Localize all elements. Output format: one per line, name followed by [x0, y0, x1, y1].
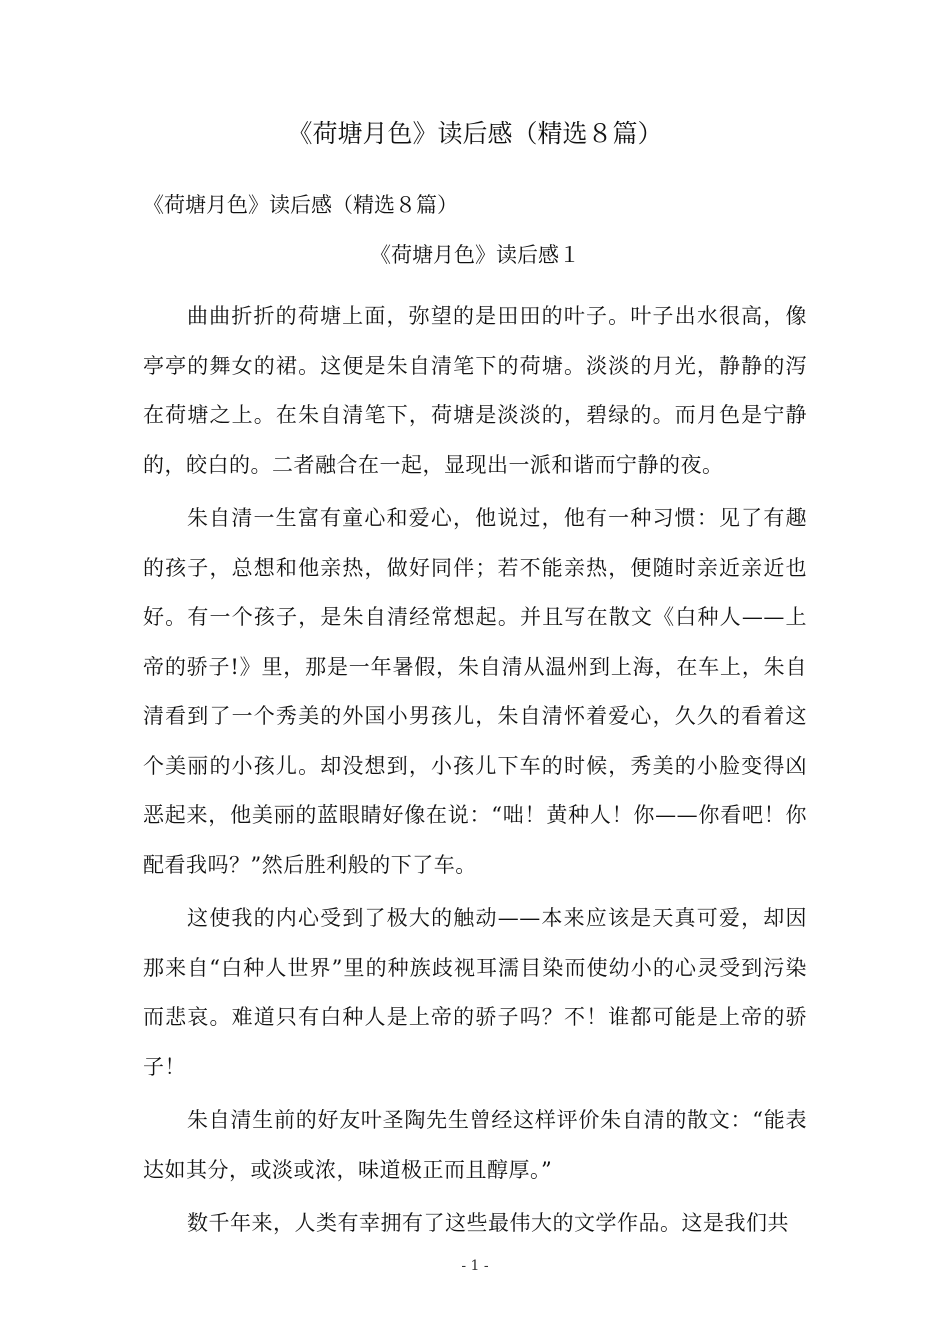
document-title: 《荷塘月色》读后感（精选８篇）	[287, 119, 663, 148]
section-heading: 《荷塘月色》读后感１	[370, 243, 580, 267]
paragraph: 这使我的内心受到了极大的触动——本来应该是天真可爱，却因那来自“白种人世界”里的种族歧视耳濡目染而使幼小的心灵受到污染而悲哀。难道只有白种人是上帝的骄子吗？不！谁都可能是上帝的骄子！	[143, 906, 807, 1079]
paragraph: 数千年来，人类有幸拥有了这些最伟大的文学作品。这是我们共	[187, 1211, 789, 1235]
paragraph: 曲曲折折的荷塘上面，弥望的是田田的叶子。叶子出水很高，像亭亭的舞女的裙。这便是朱自清笔下的荷塘。淡淡的月光，静静的泻在荷塘之上。在朱自清笔下，荷塘是淡淡的，碧绿的。而月色是宁静的，皎白的。二者融合在一起，显现出一派和谐而宁静的夜。	[143, 304, 807, 477]
paragraph: 朱自清一生富有童心和爱心，他说过，他有一种习惯：见了有趣的孩子，总想和他亲热，做好同伴；若不能亲热，便随时亲近亲近也好。有一个孩子，是朱自清经常想起。并且写在散文《白种人——上帝的骄子!》里，那是一年暑假，朱自清从温州到上海，在车上，朱自清看到了一个秀美的外国小男孩儿，朱自清怀着爱心，久久的看着这个美丽的小孩儿。却没想到，小孩儿下车的时候，秀美的小脸变得凶恶起来，他美丽的蓝眼睛好像在说：“咄！黄种人！你——你看吧！你配看我吗？”然后胜利般的下了车。	[143, 506, 807, 877]
document-subtitle: 《荷塘月色》读后感（精选８篇）	[143, 193, 458, 217]
body-text	[143, 292, 807, 1253]
page-number: - 1 -	[461, 1258, 489, 1274]
paragraph: 朱自清生前的好友叶圣陶先生曾经这样评价朱自清的散文：“能表达如其分，或淡或浓，味道极正而且醇厚。”	[143, 1108, 807, 1182]
